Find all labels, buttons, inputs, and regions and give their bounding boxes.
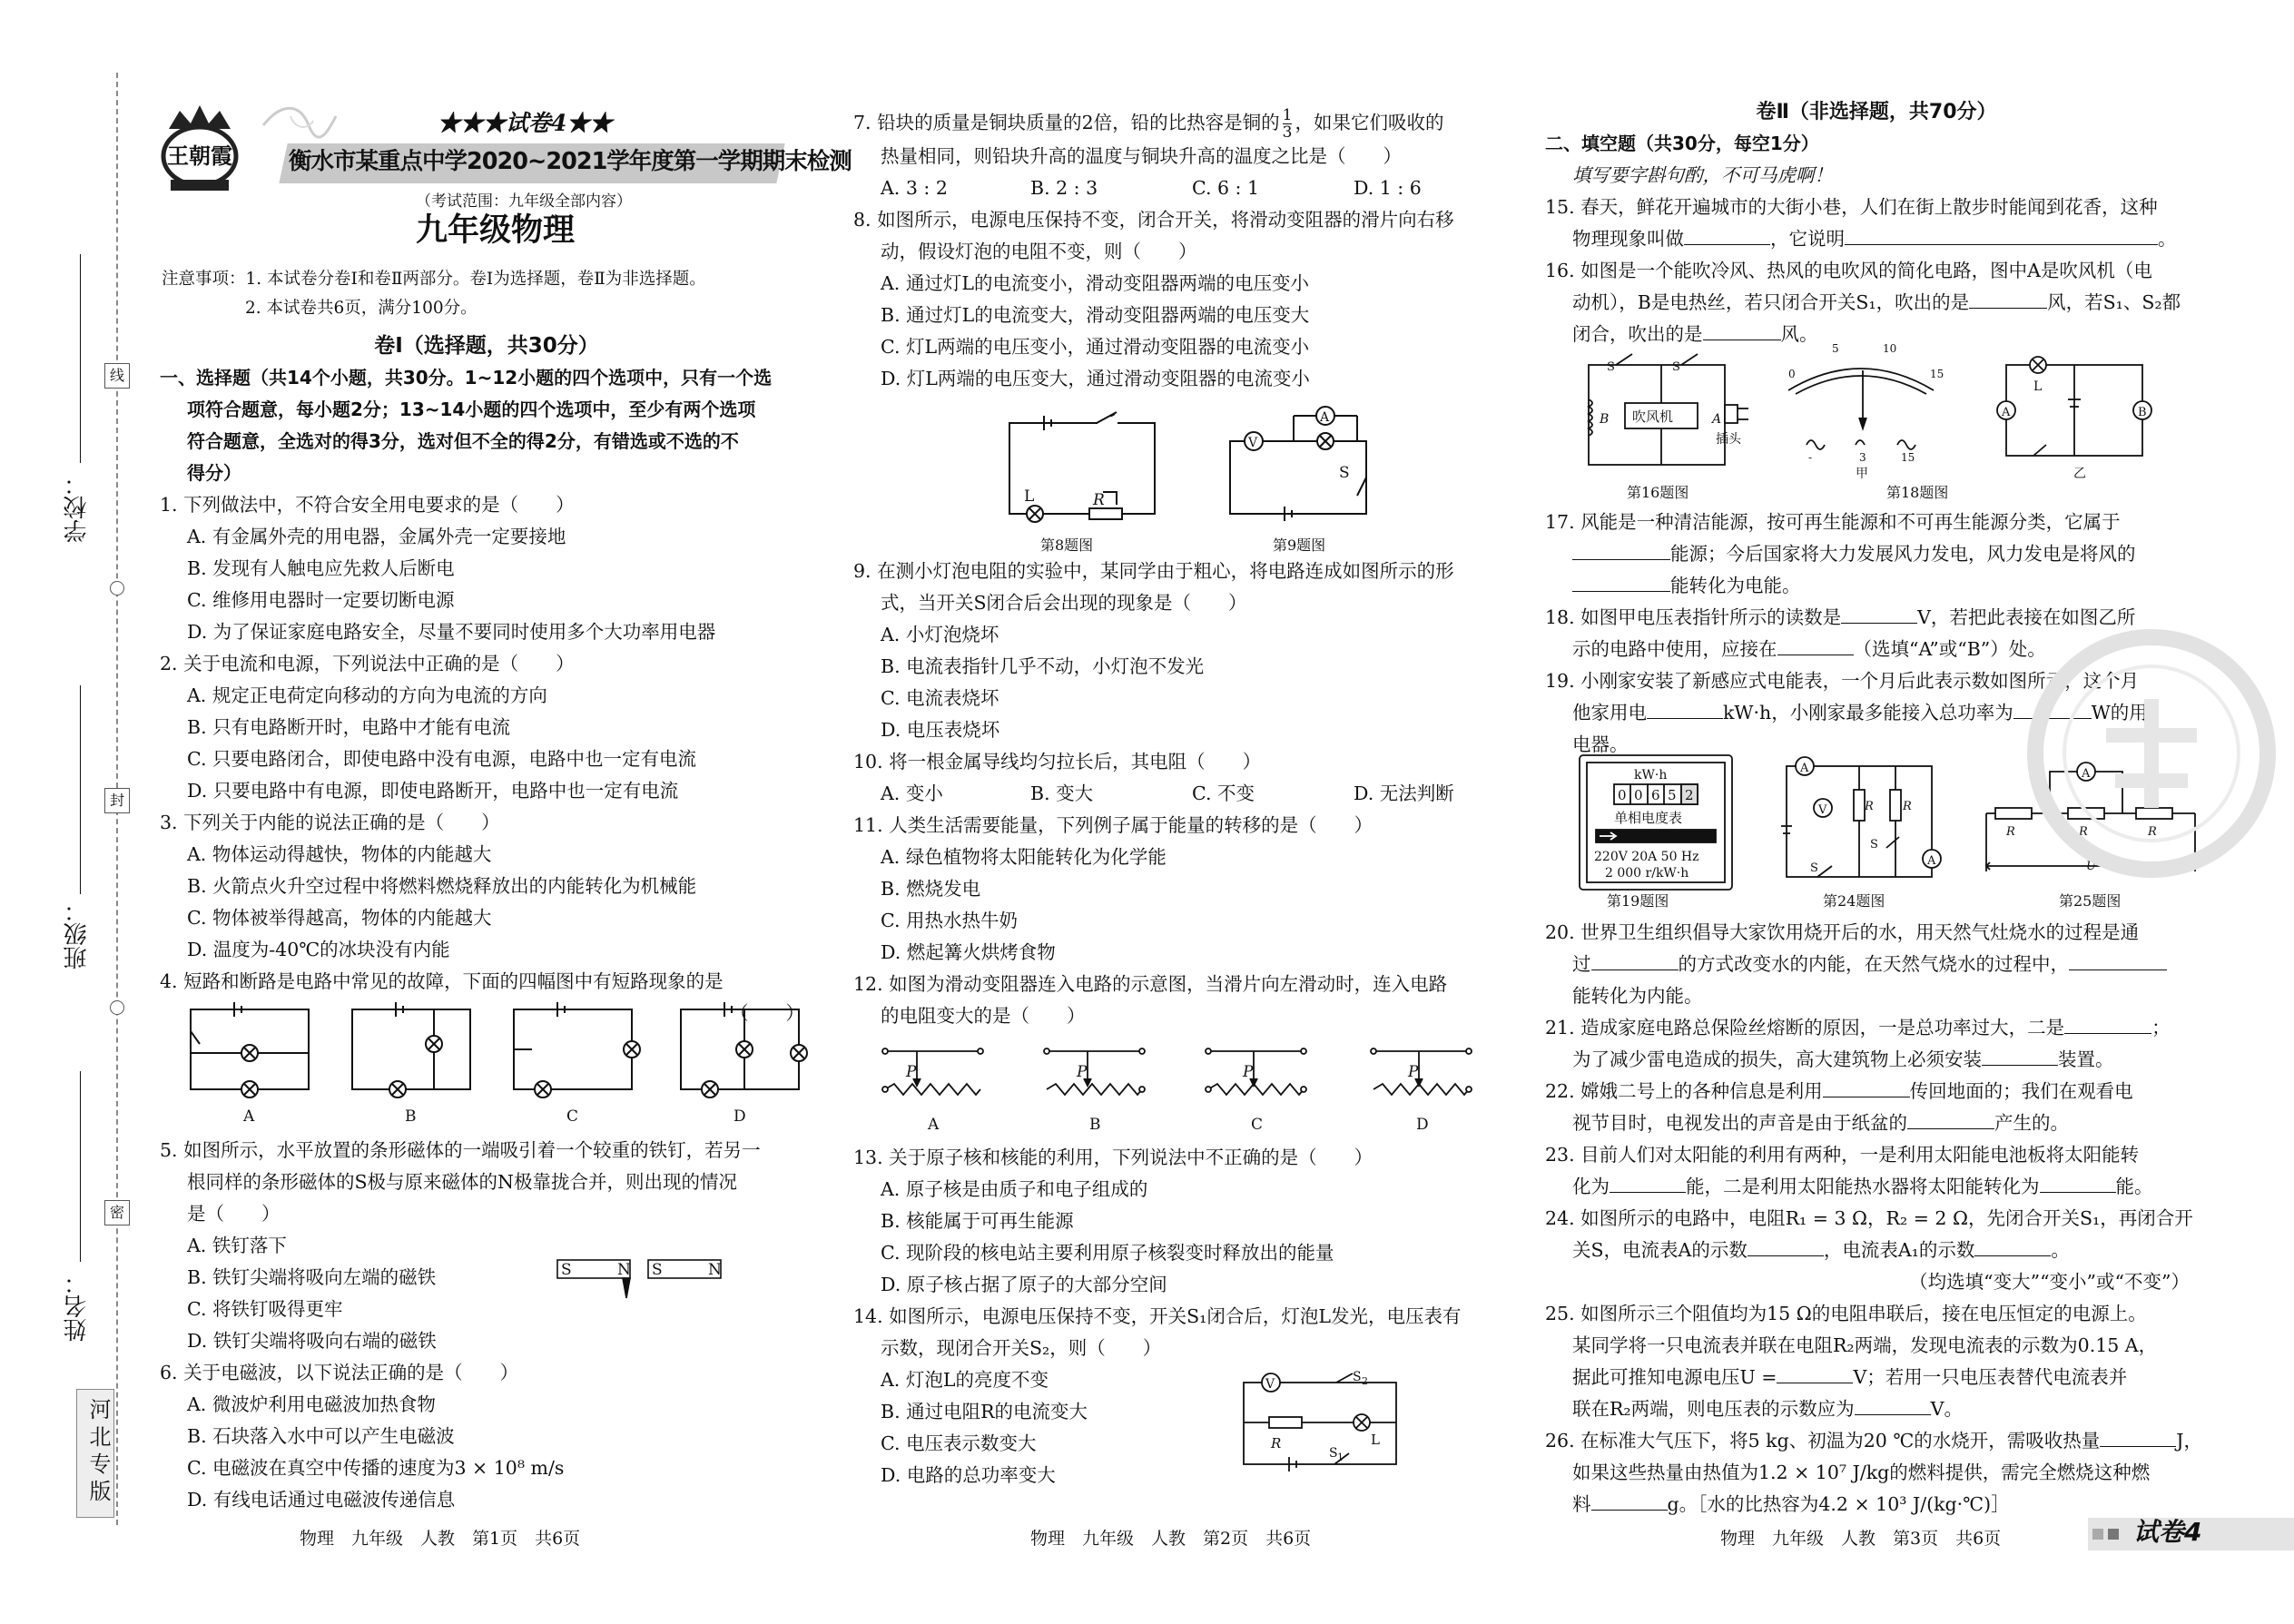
svg-text:S: S xyxy=(1329,1446,1338,1461)
q7-stem-1: 7. 铅块的质量是铜块质量的2倍，铅的比热容是铜的 $\frac{1}{3}$ ，如果它们吸收的 xyxy=(853,106,1444,142)
q24-line-2: 关S，电流表A的示数 ，电流表A₁的示数 。 xyxy=(1545,1235,2208,1266)
svg-text:S: S xyxy=(1339,464,1350,482)
svg-text:L: L xyxy=(1024,487,1035,506)
q22-line-1: 22. 嫦娥二号上的各种信息是利用 传回地面的；我们在观看电 xyxy=(1545,1076,2208,1107)
q17-line-2: 能源；今后国家将大力发展风力发电，风力发电是将风的 xyxy=(1545,538,2208,570)
q13-option-a[interactable]: A. 原子核是由质子和电子组成的 xyxy=(881,1178,1148,1200)
q8-stem-2: 动，假设灯泡的电阻不变，则（ ） xyxy=(881,241,1197,262)
q4-label-c: C xyxy=(566,1107,579,1126)
meter-digit-2: 0 xyxy=(1634,787,1643,803)
svg-text:L: L xyxy=(1371,1432,1380,1448)
name-label: 姓名： xyxy=(64,1271,91,1342)
q5-magnets xyxy=(557,1260,721,1305)
q4-label-b: B xyxy=(405,1107,417,1126)
seal-mark-secret: 密 xyxy=(104,1200,130,1225)
meter-digit-4: 5 xyxy=(1668,787,1677,803)
q20-blank-2[interactable] xyxy=(2069,950,2167,970)
svg-text:B: B xyxy=(1600,412,1610,427)
q13-option-b[interactable]: B. 核能属于可再生能源 xyxy=(881,1210,1074,1232)
q21-blank-1[interactable] xyxy=(2064,1013,2151,1034)
q9-option-c[interactable]: C. 电流表烧坏 xyxy=(881,687,999,709)
part2-motto: 填写要字斟句酌，不可马虎啊！ xyxy=(1572,164,1833,186)
q10-option-c[interactable]: C. 不变 xyxy=(1192,782,1255,804)
svg-text:P: P xyxy=(1408,1063,1419,1081)
footer-squares-2 xyxy=(2108,1529,2119,1540)
q3-stem: 3. 下列关于内能的说法正确的是（ ） xyxy=(160,812,500,833)
q7-option-c[interactable]: C. 6 : 1 xyxy=(1192,177,1260,199)
svg-text:S: S xyxy=(1607,360,1615,374)
q10-option-a[interactable]: A. 变小 xyxy=(881,782,943,804)
class-label: 班级： xyxy=(64,899,91,969)
svg-text:A: A xyxy=(1927,854,1936,868)
q23-blank-2[interactable] xyxy=(2040,1172,2116,1193)
q21-line-1: 21. 造成家庭电路总保险丝熔断的原因，一是总功率过大，二是 ； xyxy=(1545,1012,2208,1044)
q20-blank-1[interactable] xyxy=(1591,950,1679,970)
fig18-caption: 第18题图 xyxy=(1886,484,1949,501)
q12-stem-2: 的电阻变大的是（ ） xyxy=(881,1005,1086,1027)
q26-blank-2[interactable] xyxy=(1591,1490,1668,1511)
q24-blank-2[interactable] xyxy=(1974,1235,2051,1256)
svg-text:S: S xyxy=(1672,360,1680,374)
q3-option-d[interactable]: D. 温度为-40℃的冰块没有内能 xyxy=(187,939,450,960)
svg-text:V: V xyxy=(1818,803,1827,817)
q12-label-a: A xyxy=(928,1116,940,1134)
q8-option-b[interactable]: B. 通过灯L的电流变大，滑动变阻器两端的电压变大 xyxy=(881,304,1310,326)
part1-instr-1: 一、选择题（共14个小题，共30分。1~12小题的四个选项中，只有一个选 xyxy=(160,367,773,389)
svg-text:A: A xyxy=(2082,767,2091,781)
q4-circuit-a[interactable] xyxy=(191,1002,309,1097)
footer-page-1: 物理 九年级 人教 第1页 共6页 xyxy=(300,1529,581,1549)
q2-stem: 2. 关于电流和电源，下列说法中正确的是（ ） xyxy=(160,653,575,674)
q4-circuit-c[interactable] xyxy=(514,1002,640,1097)
school-field[interactable] xyxy=(80,254,81,463)
q5-option-a[interactable]: A. 铁钉落下 xyxy=(187,1235,287,1256)
fig16-18 xyxy=(1580,342,2206,508)
q22-blank-1[interactable] xyxy=(1823,1077,1910,1097)
q16-blank-2[interactable] xyxy=(1703,320,1781,340)
q5-option-b[interactable]: B. 铁钉尖端将吸向左端的磁铁 xyxy=(187,1266,437,1288)
meter-term-15: 15 xyxy=(1901,451,1915,464)
q16-blank-1[interactable] xyxy=(1969,288,2047,309)
plug-label: 插头 xyxy=(1716,432,1741,447)
q7-option-a[interactable]: A. 3 : 2 xyxy=(881,177,948,199)
q7-option-b[interactable]: B. 2 : 3 xyxy=(1030,177,1098,199)
fig19-caption: 第19题图 xyxy=(1607,892,1669,910)
svg-text:B: B xyxy=(2138,406,2147,419)
q4-answer-paren: （ ） xyxy=(730,1002,804,1024)
q18-blank-2[interactable] xyxy=(1777,635,1854,655)
part2-title: 卷Ⅱ（非选择题，共70分） xyxy=(1756,101,1997,123)
svg-text:P: P xyxy=(906,1063,917,1081)
svg-text:A: A xyxy=(2002,406,2011,419)
meter-name: 单相电度表 xyxy=(1614,810,1683,826)
q23-line-2: 化为 能，二是利用太阳能热水器将太阳能转化为 能。 xyxy=(1545,1171,2208,1203)
q4-circuit-d[interactable] xyxy=(681,1002,807,1097)
q20-line-3: 能转化为内能。 xyxy=(1572,985,1703,1007)
q9-stem-2: 式，当开关S闭合后会出现的现象是（ ） xyxy=(881,592,1247,614)
paper-tag: ★★★试卷4★★ xyxy=(438,110,613,136)
svg-text:R: R xyxy=(2079,825,2088,839)
seal-mark-seal: 封 xyxy=(104,788,130,813)
fig19-energy-meter xyxy=(1580,755,1732,890)
q11-option-c[interactable]: C. 用热水热牛奶 xyxy=(881,910,1018,931)
notice-line-2: 2. 本试卷共6页，满分100分。 xyxy=(245,299,478,318)
q8-option-a[interactable]: A. 通过灯L的电流变小，滑动变阻器两端的电压变小 xyxy=(881,272,1309,294)
q25-line-1: 25. 如图所示三个阻值均为15 Ω的电阻串联后，接在电压恒定的电源上。 xyxy=(1545,1303,2147,1324)
q1-option-a[interactable]: A. 有金属外壳的用电器，金属外壳一定要接地 xyxy=(187,526,566,547)
meter-unit: kW·h xyxy=(1634,768,1668,782)
fig18-voltmeter xyxy=(1788,342,1944,481)
svg-text:R: R xyxy=(2148,825,2157,839)
q12-slider-c[interactable] xyxy=(1206,1048,1306,1095)
footer-page-3: 物理 九年级 人教 第3页 共6页 xyxy=(1720,1529,2002,1549)
svg-text:R: R xyxy=(1903,800,1912,813)
q19-line-3: 电器。 xyxy=(1572,733,1629,755)
fig25-caption: 第25题图 xyxy=(2059,892,2122,910)
q5-stem-1: 5. 如图所示，水平放置的条形磁体的一端吸引着一个较重的铁钉，若另一 xyxy=(160,1139,761,1161)
magnet-left-n: N xyxy=(617,1261,631,1279)
q12-stem-1: 12. 如图为滑动变阻器连入电路的示意图，当滑片向左滑动时，连入电路 xyxy=(853,973,1448,995)
q7-option-d[interactable]: D. 1 : 6 xyxy=(1354,177,1422,199)
q26-line-3: 料 g。［水的比热容为4.2 × 10³ J/(kg·℃)］ xyxy=(1545,1489,2208,1521)
q13-option-d[interactable]: D. 原子核占据了原子的大部分空间 xyxy=(881,1274,1167,1295)
part2-section: 二、填空题（共30分，每空1分） xyxy=(1545,133,1819,154)
fig16-caption: 第16题图 xyxy=(1627,484,1689,501)
q3-option-b[interactable]: B. 火箭点火升空过程中将燃料燃烧释放出的内能转化为机械能 xyxy=(187,875,697,897)
svg-text:V: V xyxy=(1248,436,1258,450)
meter-digit-3: 6 xyxy=(1651,787,1660,803)
name-field[interactable] xyxy=(80,1071,81,1262)
q1-option-b[interactable]: B. 发现有人触电应先救人后断电 xyxy=(187,557,455,579)
q2-option-a[interactable]: A. 规定正电荷定向移动的方向为电流的方向 xyxy=(187,684,547,706)
svg-text:A: A xyxy=(1320,410,1330,425)
column-2-body-3 xyxy=(853,1142,1507,1491)
meter-rev: 2 000 r/kW·h xyxy=(1605,866,1689,881)
q5-option-c[interactable]: C. 将铁钉吸得更牢 xyxy=(187,1298,343,1320)
q14-stem-1: 14. 如图所示，电源电压保持不变，开关S₁闭合后，灯泡L发光，电压表有 xyxy=(853,1305,1462,1327)
q10-options xyxy=(853,778,1507,810)
q26-line-2: 如果这些热量由热值为1.2 × 10⁷ J/kg的燃料提供，需完全燃烧这种燃 xyxy=(1572,1462,2151,1483)
q17-line-1: 17. 风能是一种清洁能源，按可再生能源和不可再生能源分类，它属于 xyxy=(1545,511,2121,533)
svg-text:R: R xyxy=(2006,825,2015,839)
subject-title: 九年级物理 xyxy=(416,212,576,249)
q21-line-2: 为了减少雷电造成的损失，高大建筑物上必须安装 装置。 xyxy=(1545,1044,2208,1076)
q25-line-2: 某同学将一只电流表并联在电阻R₂两端，发现电流表的示数为0.15 A， xyxy=(1572,1334,2158,1356)
q9-stem-1: 9. 在测小灯泡电阻的实验中，某同学由于粗心，将电路连成如图所示的形 xyxy=(853,560,1454,582)
circle-mark-2 xyxy=(110,1000,124,1015)
svg-text:A: A xyxy=(1712,412,1722,427)
magnet-right-n: N xyxy=(708,1261,722,1279)
q7-frac-num: 1 xyxy=(1282,106,1293,124)
q6-option-d[interactable]: D. 有线电话通过电磁波传递信息 xyxy=(187,1489,456,1511)
magnet-right-s: S xyxy=(652,1261,663,1279)
q10-option-b[interactable]: B. 变大 xyxy=(1030,782,1094,804)
q2-option-b[interactable]: B. 只有电路断开时，电路中才能有电流 xyxy=(187,716,511,738)
q21-blank-2[interactable] xyxy=(1982,1045,2058,1066)
q12-label-d: D xyxy=(1416,1116,1429,1134)
q13-stem: 13. 关于原子核和核能的利用，下列说法中不正确的是（ ） xyxy=(853,1147,1373,1168)
footer-squares xyxy=(2092,1529,2103,1540)
q15-blank-1[interactable] xyxy=(1684,224,1770,245)
q9-option-b[interactable]: B. 电流表指针几乎不动，小灯泡不发光 xyxy=(881,655,1205,677)
q3-option-a[interactable]: A. 物体运动得越快，物体的内能越大 xyxy=(187,843,492,865)
q25-blank-1[interactable] xyxy=(1777,1363,1853,1383)
q7-options xyxy=(853,172,1507,204)
part1-instr-3: 符合题意，全选对的得3分，选对但不全的得2分，有错选或不选的不 xyxy=(187,430,739,452)
q15-line-2: 物理现象叫做 ，它说明 。 xyxy=(1545,223,2208,255)
q22-blank-2[interactable] xyxy=(1907,1108,1994,1129)
q18-line-1: 18. 如图甲电压表指针所示的读数是 V，若把此表接在如图乙所 xyxy=(1545,602,2208,634)
svg-text:R: R xyxy=(1865,800,1874,813)
q12-sliders xyxy=(881,1044,1507,1135)
svg-text:L: L xyxy=(2033,379,2043,394)
q14-stem-2: 示数，现闭合开关S₂，则（ ） xyxy=(881,1337,1162,1359)
meter-spec: 220V 20A 50 Hz xyxy=(1594,850,1699,864)
q2-option-d[interactable]: D. 只要电路中有电源，即使电路断开，电路中也一定有电流 xyxy=(187,780,679,802)
column-2 xyxy=(853,107,1507,395)
part1-instr-4: 得分） xyxy=(187,462,241,484)
q11-option-d[interactable]: D. 燃起篝火烘烤食物 xyxy=(881,941,1056,963)
fig18-circuit-yi xyxy=(1997,357,2151,481)
q4-stem: 4. 短路和断路是电路中常见的故障，下面的四幅图中有短路现象的是 xyxy=(160,970,724,992)
circle-mark-1 xyxy=(110,581,124,595)
q14-option-a[interactable]: A. 灯泡L的亮度不变 xyxy=(881,1369,1049,1391)
meter-tick-5: 5 xyxy=(1832,342,1839,355)
q19-blank-1[interactable] xyxy=(1647,698,1723,719)
column-3 xyxy=(1545,96,2208,350)
q9-option-d[interactable]: D. 电压表烧坏 xyxy=(881,719,1000,741)
svg-text:A: A xyxy=(1800,762,1809,775)
q5-stem-2: 根同样的条形磁体的S极与原来磁体的N极靠拢合并，则出现的情况 xyxy=(187,1171,737,1193)
q14-option-b[interactable]: B. 通过电阻R的电流变大 xyxy=(881,1401,1088,1422)
q8-option-c[interactable]: C. 灯L两端的电压变小，通过滑动变阻器的电流变小 xyxy=(881,336,1310,358)
q4-label-d: D xyxy=(733,1107,746,1126)
seal-mark-line: 线 xyxy=(104,363,130,389)
q22-line-2: 视节目时，电视发出的声音是由于纸盆的 产生的。 xyxy=(1545,1107,2208,1139)
q8-stem-1: 8. 如图所示，电源电压保持不变，闭合开关，将滑动变阻器的滑片向右移 xyxy=(853,209,1454,231)
q18-blank-1[interactable] xyxy=(1841,603,1917,624)
meter-digit-1: 0 xyxy=(1618,787,1627,803)
q12-slider-d[interactable] xyxy=(1371,1048,1472,1095)
q12-label-c: C xyxy=(1251,1116,1264,1134)
q12-slider-b[interactable] xyxy=(1044,1048,1145,1095)
q6-stem: 6. 关于电磁波，以下说法正确的是（ ） xyxy=(160,1362,519,1383)
q1-stem: 1. 下列做法中，不符合安全用电要求的是（ ） xyxy=(160,494,575,516)
q24-line-1: 24. 如图所示的电路中，电阻R₁ = 3 Ω，R₂ = 2 Ω，先闭合开关S₁，再闭合开 xyxy=(1545,1207,2193,1229)
q4-circuits xyxy=(182,999,817,1126)
meter-term-3: 3 xyxy=(1859,451,1866,464)
meter-tick-10: 10 xyxy=(1883,342,1897,355)
q6-option-a[interactable]: A. 微波炉利用电磁波加热食物 xyxy=(187,1393,436,1415)
q20-line-2: 过 的方式改变水的内能，在天然气烧水的过程中， xyxy=(1545,949,2208,980)
q11-stem: 11. 人类生活需要能量，下列例子属于能量的转移的是（ ） xyxy=(853,814,1373,836)
q11-option-b[interactable]: B. 燃烧发电 xyxy=(881,878,981,900)
q17-line-3: 能转化为电能。 xyxy=(1545,570,2208,602)
q14-option-d[interactable]: D. 电路的总功率变大 xyxy=(881,1464,1056,1486)
meter-tick-0: 0 xyxy=(1788,368,1796,380)
q18-line-2: 示的电路中使用，应接在 （选填“A”或“B”）处。 xyxy=(1545,634,2208,665)
column-1-body-2 xyxy=(160,1135,813,1516)
fan-label: 吹风机 xyxy=(1632,408,1674,425)
q14-circuit xyxy=(1235,1366,1407,1475)
exam-scope: （考试范围：九年级全部内容） xyxy=(416,192,632,211)
q11-option-a[interactable]: A. 绿色植物将太阳能转化为化学能 xyxy=(881,846,1167,868)
q19-line-2: 他家用电 kW·h，小刚家最多能接入总功率为 W的用 xyxy=(1545,697,2208,729)
q1-option-d[interactable]: D. 为了保证家庭电路安全，尽量不要同时使用多个大功率用电器 xyxy=(187,621,716,643)
footer-page-2: 物理 九年级 人教 第2页 共6页 xyxy=(1030,1529,1312,1549)
region-label: 河北专版 xyxy=(85,1398,111,1507)
fig9-circuit xyxy=(1230,407,1366,521)
q26-blank-1[interactable] xyxy=(2100,1426,2176,1447)
fig8-caption: 第8题图 xyxy=(1040,536,1094,554)
q15-blank-2[interactable] xyxy=(1845,224,2158,245)
magnet-left-s: S xyxy=(561,1261,572,1279)
svg-text:R: R xyxy=(1093,491,1105,509)
q23-blank-1[interactable] xyxy=(1610,1172,1686,1193)
q10-stem: 10. 将一根金属导线均匀拉长后，其电阻（ ） xyxy=(853,751,1262,773)
q13-option-c[interactable]: C. 现阶段的核电站主要利用原子核裂变时释放出的能量 xyxy=(881,1242,1334,1264)
q23-line-1: 23. 目前人们对太阳能的利用有两种，一是利用太阳能电池板将太阳能转 xyxy=(1545,1144,2140,1166)
exam-title: 衡水市某重点中学2020~2021学年度第一学期期末检测 xyxy=(289,148,852,175)
q6-option-b[interactable]: B. 石块落入水中可以产生电磁波 xyxy=(187,1425,455,1447)
fig16-hairdryer-circuit xyxy=(1589,354,1748,465)
meter-term-minus: - xyxy=(1808,451,1813,464)
svg-text:P: P xyxy=(1243,1063,1254,1081)
footer-tag: 试卷4 xyxy=(2133,1517,2202,1547)
q17-blank-2[interactable] xyxy=(1572,571,1670,592)
q9-option-a[interactable]: A. 小灯泡烧坏 xyxy=(881,624,999,645)
fig24-circuit xyxy=(1781,757,1941,877)
school-label: 学校： xyxy=(64,472,91,543)
q19-line-1: 19. 小刚家安装了新感应式电能表，一个月后此表示数如图所示，这个月 xyxy=(1545,670,2140,692)
svg-text:R: R xyxy=(1271,1435,1282,1452)
q8-option-d[interactable]: D. 灯L两端的电压变大，通过滑动变阻器的电流变小 xyxy=(881,368,1310,389)
q25-blank-2[interactable] xyxy=(1855,1394,1931,1415)
fig24-caption: 第24题图 xyxy=(1823,892,1885,910)
q6-option-c[interactable]: C. 电磁波在真空中传播的速度为3 × 10⁸ m/s xyxy=(187,1457,565,1479)
column-3-body-3 xyxy=(1545,917,2208,1521)
q16-line-1: 16. 如图是一个能吹冷风、热风的电吹风的简化电路，图中A是吹风机（电 xyxy=(1545,260,2152,281)
watermark-seal-icon xyxy=(2024,626,2279,881)
q7-stem-2: 热量相同，则铅块升高的温度与铜块升高的温度之比是（ ） xyxy=(881,145,1402,167)
q12-label-b: B xyxy=(1089,1116,1101,1134)
q2-option-c[interactable]: C. 只要电路闭合，即使电路中没有电源，电路中也一定有电流 xyxy=(187,748,696,770)
q5-option-d[interactable]: D. 铁钉尖端将吸向右端的磁铁 xyxy=(187,1330,437,1352)
q26-line-1: 26. 在标准大气压下，将5 kg、初温为20 ℃的水烧开，需吸收热量 J， xyxy=(1545,1425,2208,1457)
fig18-yi: 乙 xyxy=(2073,467,2086,481)
q5-stem-3: 是（ ） xyxy=(187,1203,281,1225)
q16-line-2: 动机），B是电热丝，若只闭合开关S₁，吹出的是 风，若S₁、S₂都 xyxy=(1545,287,2208,319)
q20-line-1: 20. 世界卫生组织倡导大家饮用烧开后的水，用天然气灶烧水的过程是通 xyxy=(1545,921,2140,943)
meter-tick-15: 15 xyxy=(1930,368,1944,380)
q10-option-d[interactable]: D. 无法判断 xyxy=(1354,782,1454,804)
part1-instr-2: 项符合题意，每小题2分；13~14小题的四个选项中，至少有两个选项 xyxy=(187,399,756,420)
class-field[interactable] xyxy=(80,685,81,894)
column-1-body xyxy=(160,330,813,1029)
q3-option-c[interactable]: C. 物体被举得越高，物体的内能越大 xyxy=(187,907,492,929)
fig18-jia: 甲 xyxy=(1856,467,1868,481)
svg-text:P: P xyxy=(1077,1063,1088,1081)
svg-text:U: U xyxy=(2086,860,2096,873)
svg-text:1: 1 xyxy=(1337,1452,1344,1463)
part1-title: 卷Ⅰ（选择题，共30分） xyxy=(374,334,599,358)
q12-slider-a[interactable] xyxy=(882,1048,983,1095)
fig8-circuit xyxy=(1009,412,1155,522)
fig8-9-circuits xyxy=(999,410,1507,559)
q14-option-c[interactable]: C. 电压表示数变大 xyxy=(881,1432,1037,1454)
q15-line-1: 15. 春天，鲜花开遍城市的大街小巷，人们在街上散步时能闻到花香，这种 xyxy=(1545,196,2158,218)
notice-line-1: 注意事项：1. 本试卷分卷Ⅰ和卷Ⅱ两部分。卷Ⅰ为选择题，卷Ⅱ为非选择题。 xyxy=(162,270,706,289)
q25-line-4: 联在R₂两端，则电压表的示数应为 V。 xyxy=(1545,1393,2208,1425)
svg-text:S: S xyxy=(1353,1370,1362,1384)
svg-text:2: 2 xyxy=(1362,1375,1368,1387)
fig9-caption: 第9题图 xyxy=(1273,536,1326,554)
q24-line-3: （均选填“变大”“变小”或“不变”） xyxy=(1909,1271,2190,1293)
q4-label-a: A xyxy=(243,1107,255,1126)
svg-text:S: S xyxy=(1870,838,1878,851)
q16-line-3: 闭合，吹出的是 风。 xyxy=(1545,319,2208,350)
brand-logo xyxy=(160,102,240,192)
q25-line-3: 据此可推知电源电压U = V；若用一只电压表替代电流表并 xyxy=(1545,1362,2208,1393)
meter-digit-5: 2 xyxy=(1685,787,1694,803)
brand-name: 王朝霞 xyxy=(167,143,232,169)
svg-text:V: V xyxy=(1265,1377,1275,1392)
q7-frac-den: 3 xyxy=(1282,123,1293,142)
column-2-body-2 xyxy=(853,556,1507,1032)
q24-blank-1[interactable] xyxy=(1748,1235,1824,1256)
q4-circuit-b[interactable] xyxy=(352,1002,470,1097)
q17-blank-1[interactable] xyxy=(1572,539,1670,560)
svg-text:S: S xyxy=(1810,861,1818,875)
q1-option-c[interactable]: C. 维修用电器时一定要切断电源 xyxy=(187,589,455,611)
